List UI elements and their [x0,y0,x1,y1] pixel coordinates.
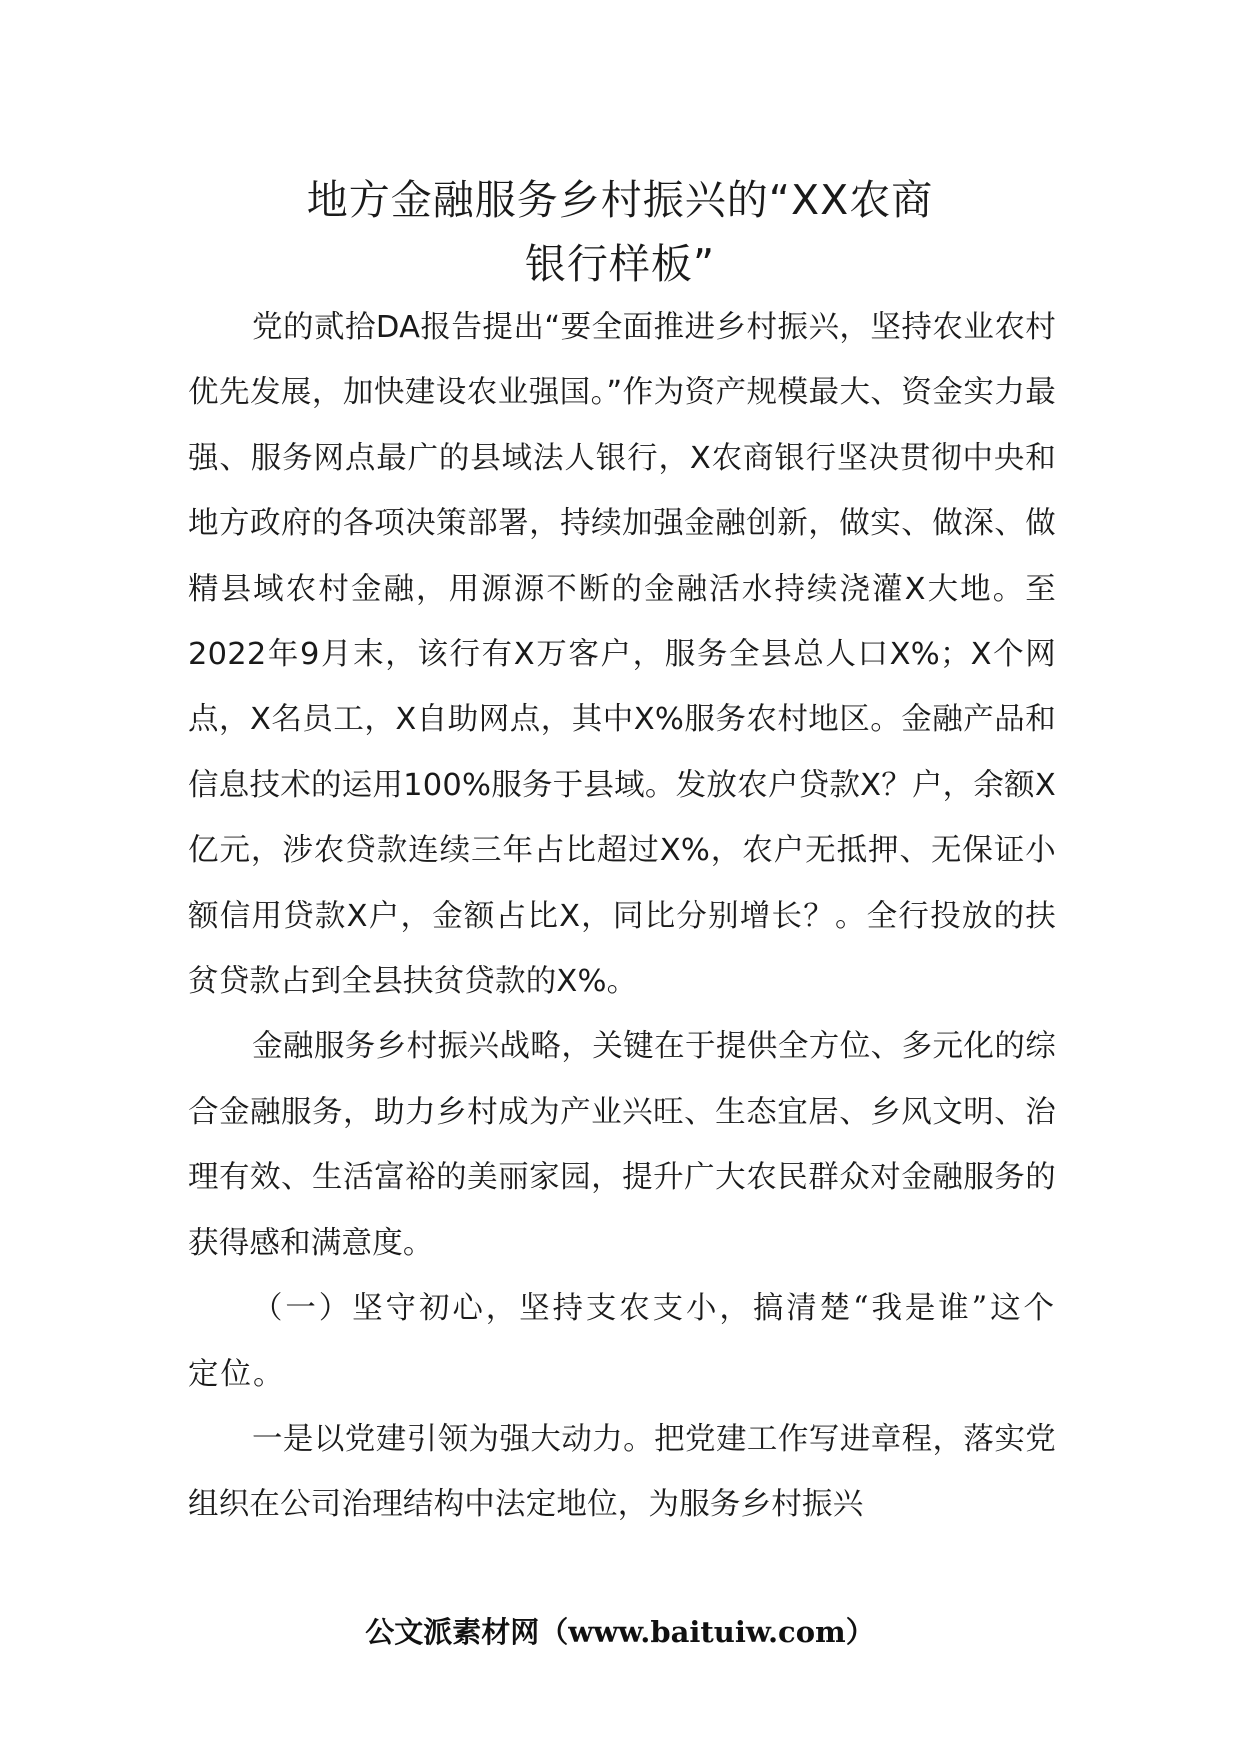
paragraph-strategy: 金融服务乡村振兴战略，关键在于提供全方位、多元化的综合金融服务，助力乡村成为产业兴旺、生态宜居、乡风文明、治理有效、生活富裕的美丽家园，提升广大农民群众对金融服务的获得感和满意度。 [188,1029,1056,1261]
title-line-2: 银行样板” [524,240,716,288]
document-title [190,168,1050,296]
footer-watermark: 公文派素材网（www.baituiw.com） [365,1615,875,1649]
document-body [188,295,1056,1538]
title-line-1: 地方金融服务乡村振兴的“XX农商 [306,176,934,224]
paragraph-intro: 党的贰拾DA报告提出“要全面推进乡村振兴，坚持农业农村优先发展，加快建设农业强国。”作为资产规模最大、资金实力最强、服务网点最广的县域法人银行，X农商银行坚决贯彻中央和地方政府的各项决策部署，持续加强金融创新，做实、做深、做精县域农村金融，用源源不断的金融活水持续浇灌X大地。至2022年9月末，该行有X万客户，服务全县总人口X%；X个网点，X名员工，X自助网点，其中X%服务农村地区。金融产品和信息技术的运用100%服务于县域。发放农户贷款X？户，余额X亿元，涉农贷款连续三年占比超过X%，农户无抵押、无保证小额信用贷款X户，金额占比X，同比分别增长？。全行投放的扶贫贷款占到全县扶贫贷款的X%。 [188,310,1056,1000]
paragraph-party-building: 一是以党建引领为强大动力。把党建工作写进章程，落实党组织在公司治理结构中法定地位，为服务乡村振兴 [188,1421,1056,1523]
section-heading-1: （一）坚守初心，坚持支农支小，搞清楚“我是谁”这个定位。 [188,1291,1056,1392]
